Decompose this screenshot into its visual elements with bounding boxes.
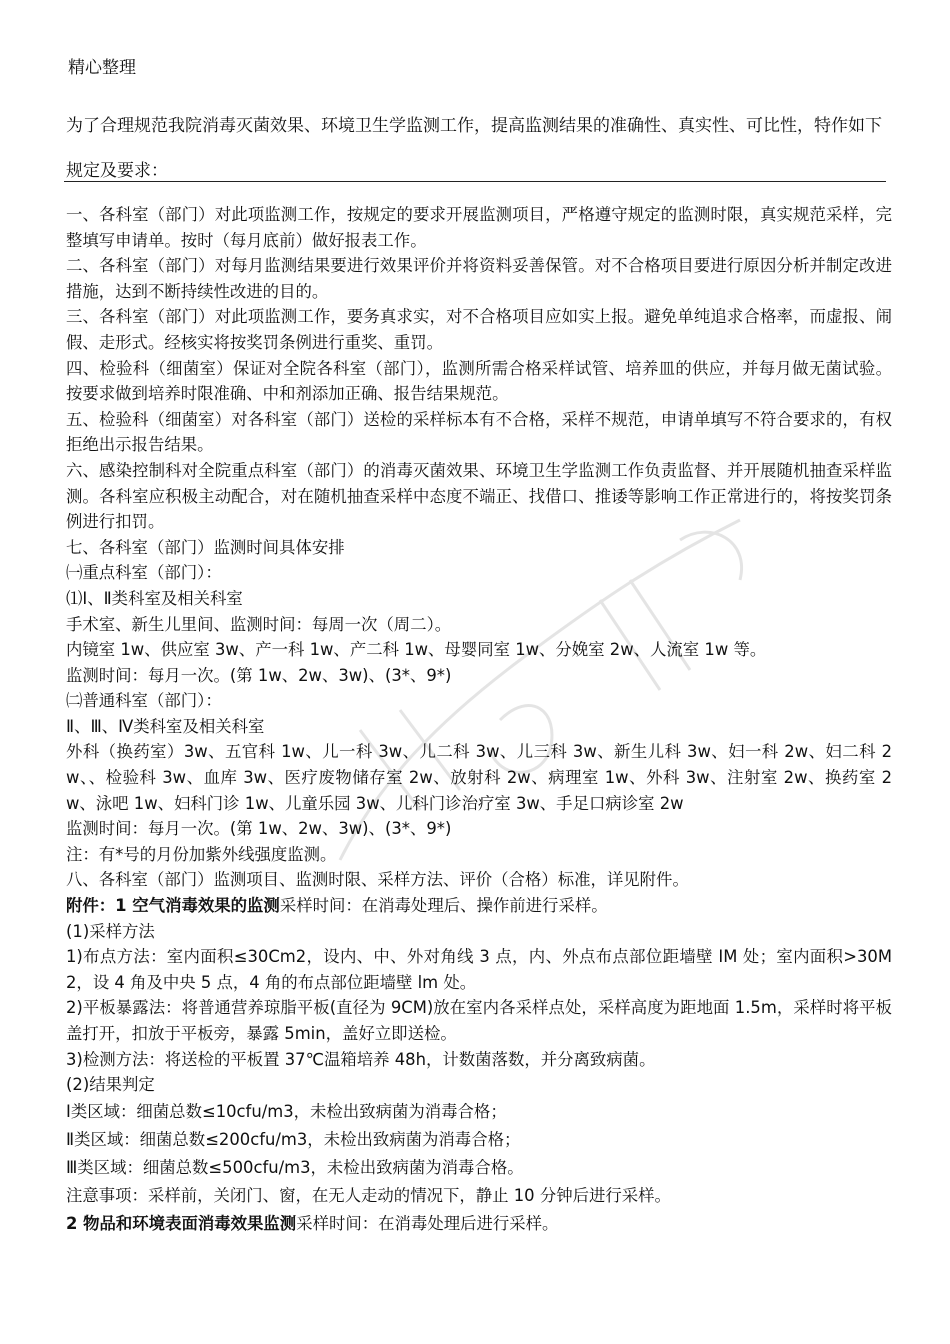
paragraph-item-1: 一、各科室（部门）对此项监测工作，按规定的要求开展监测项目，严格遵守规定的监测时限，真实规范采样，完整填写申请单。按时（每月底前）做好报表工作。	[66, 205, 892, 250]
result-class-2: Ⅱ类区域：细菌总数≤200cfu/m3，未检出致病菌为消毒合格；	[66, 1129, 521, 1149]
document-body	[66, 202, 892, 1238]
subheading-key-departments: ㈠重点科室（部门）：	[66, 563, 222, 583]
note-line: 注：有*号的月份加紫外线强度监测。	[66, 844, 337, 864]
schedule-line-2: 内镜室 1w、供应室 3w、产一科 1w、产二科 1w、母婴同室 1w、分娩室 2w、人流室 1w 等。	[66, 640, 767, 660]
result-class-1: Ⅰ类区域：细菌总数≤10cfu/m3，未检出致病菌为消毒合格；	[66, 1101, 507, 1121]
attachment-sampling-time: 采样时间：在消毒处理后、操作前进行采样。	[279, 896, 608, 916]
schedule-line-4: 外科（换药室）3w、五官科 1w、儿一科 3w、儿二科 3w、儿三科 3w、新生儿科 3w、妇一科 2w、妇二科 2w、、检验科 3w、血库 3w、医疗废物储存室 2w、放射科 2w、病理室 1w、外科 3w、注射室 2w、换药室 2w、泳吧 1w、妇科门诊 1w、儿童乐园 3w、儿科门诊治疗室 3w、手足口病诊室 2w	[66, 742, 892, 813]
subheading-class-1-2: ⑴Ⅰ、Ⅱ类科室及相关科室	[66, 588, 243, 608]
precautions-line: 注意事项：采样前，关闭门、窗，在无人走动的情况下，静止 10 分钟后进行采样。	[66, 1185, 671, 1205]
paragraph-item-6: 六、感染控制科对全院重点科室（部门）的消毒灭菌效果、环境卫生学监测工作负责监督、并开展随机抽查采样监测。各科室应积极主动配合，对在随机抽查采样中态度不端正、找借口、推诿等影响工作正常进行的，将按奖罚条例进行扣罚。	[66, 460, 892, 532]
method-point-layout: 1)布点方法：室内面积≤30Cm2，设内、中、外对角线 3 点，内、外点布点部位距墙壁 IM 处；室内面积>30M2，设 4 角及中央 5 点，4 角的布点部位距墙壁 lm 处。	[66, 947, 892, 992]
paragraph-item-8: 八、各科室（部门）监测项目、监测时限、采样方法、评价（合格）标准，详见附件。	[66, 870, 689, 890]
section-result-judgement: (2)结果判定	[66, 1075, 155, 1095]
attachment-heading	[66, 893, 892, 919]
attachment-title: 附件：1 空气消毒效果的监测	[66, 896, 280, 916]
subheading-general-departments: ㈡普通科室（部门）：	[66, 691, 222, 711]
section-2-sampling-time: 采样时间：在消毒处理后进行采样。	[296, 1213, 559, 1233]
divider-line	[64, 181, 886, 182]
schedule-line-5: 监测时间：每月一次。(第 1w、2w、3w)、(3*、9*)	[66, 819, 452, 839]
schedule-line-3: 监测时间：每月一次。(第 1w、2w、3w)、(3*、9*)	[66, 665, 452, 685]
schedule-line-1: 手术室、新生儿里间、监测时间：每周一次（周二）。	[66, 614, 452, 634]
method-plate-exposure: 2)平板暴露法：将普通营养琼脂平板(直径为 9CM)放在室内各采样点处，采样高度为距地面 1.5m，采样时将平板盖打开，扣放于平板旁，暴露 5min，盖好立即送检。	[66, 998, 892, 1043]
page-header: 精心整理	[68, 58, 136, 78]
section-2-heading	[66, 1210, 892, 1238]
paragraph-item-7: 七、各科室（部门）监测时间具体安排	[66, 537, 345, 557]
result-class-3: Ⅲ类区域：细菌总数≤500cfu/m3，未检出致病菌为消毒合格。	[66, 1157, 524, 1177]
intro-paragraph: 为了合理规范我院消毒灭菌效果、环境卫生学监测工作，提高监测结果的准确性、真实性、可比性，特作如下规定及要求：	[66, 116, 882, 181]
paragraph-item-5: 五、检验科（细菌室）对各科室（部门）送检的采样标本有不合格，采样不规范，申请单填写不符合要求的，有权拒绝出示报告结果。	[66, 409, 892, 455]
paragraph-item-4: 四、检验科（细菌室）保证对全院各科室（部门），监测所需合格采样试管、培养皿的供应，并每月做无菌试验。按要求做到培养时限准确、中和剂添加正确、报告结果规范。	[66, 358, 892, 404]
paragraph-item-2: 二、各科室（部门）对每月监测结果要进行效果评价并将资料妥善保管。对不合格项目要进行原因分析并制定改进措施，达到不断持续性改进的目的。	[66, 256, 892, 301]
paragraph-item-3: 三、各科室（部门）对此项监测工作，要务真求实，对不合格项目应如实上报。避免单纯追求合格率，而虚报、闹假、走形式。经核实将按奖罚条例进行重奖、重罚。	[66, 307, 892, 352]
method-detection: 3)检测方法：将送检的平板置 37℃温箱培养 48h，计数菌落数，并分离致病菌。	[66, 1049, 656, 1069]
section-2-title: 2 物品和环境表面消毒效果监测	[66, 1213, 297, 1233]
subheading-class-2-4: Ⅱ、Ⅲ、Ⅳ类科室及相关科室	[66, 716, 265, 736]
section-sampling-method: (1)采样方法	[66, 921, 155, 941]
